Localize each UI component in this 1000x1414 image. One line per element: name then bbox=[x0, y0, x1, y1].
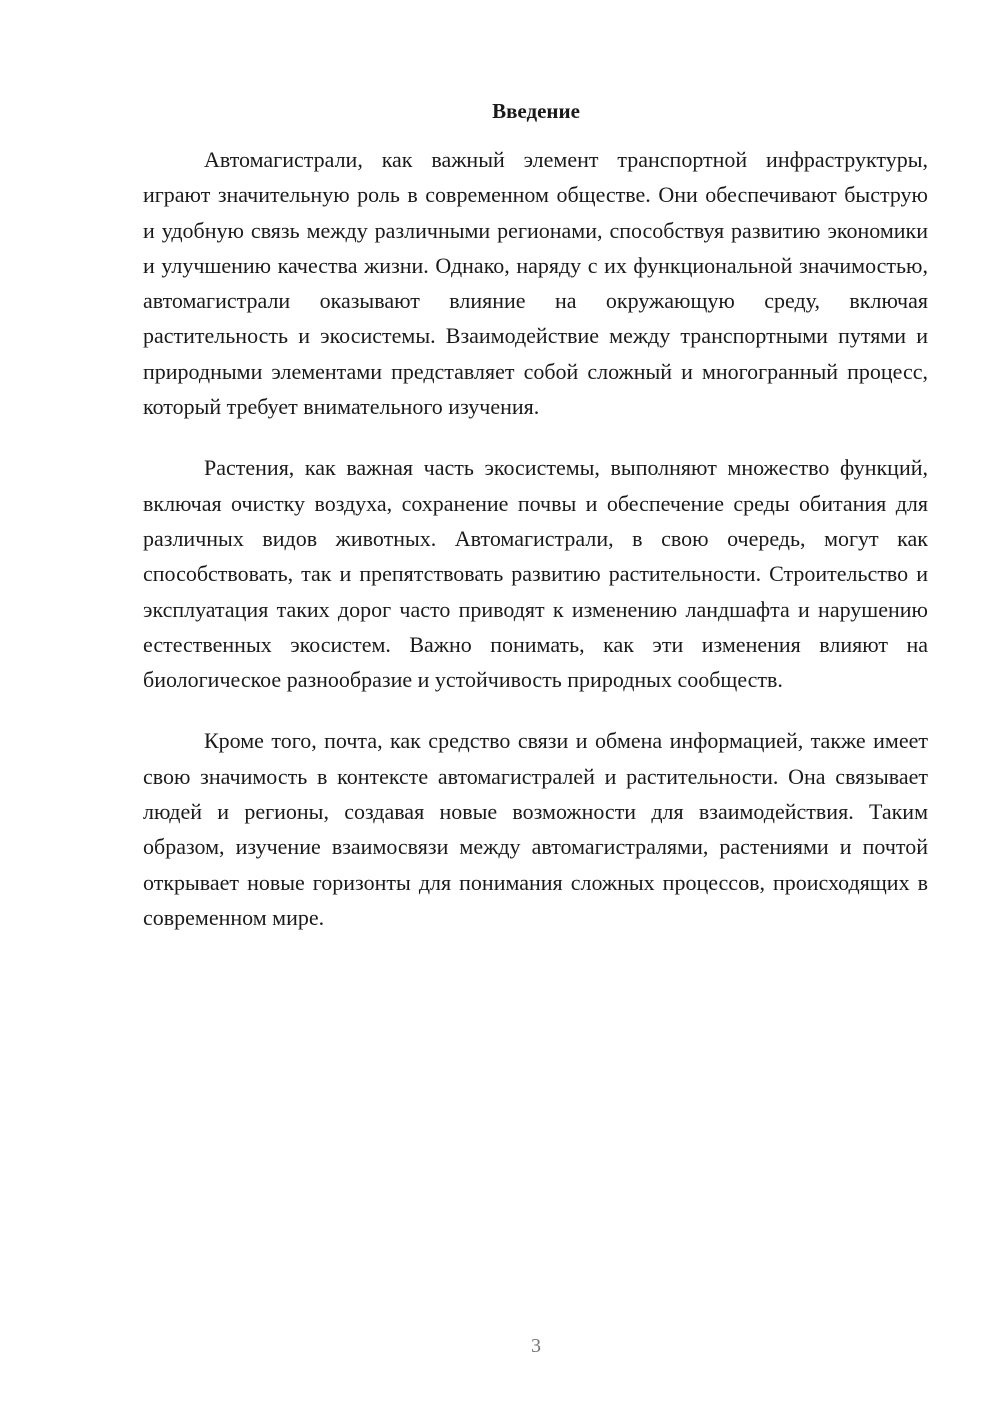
paragraph-2: Растения, как важная часть экосистемы, выполняют множество функций, включая очистку воздуха, сохранение почвы и обеспечение среды обитания для различных видов животных. Автомагистрали, в свою очередь, могут как способствовать, так и препятствовать развитию растительности. Строительство и эксплуатация таких дорог часто приводят к изменению ландшафта и нарушению естественных экосистем. Важно понимать, как эти изменения влияют на биологическое разнообразие и устойчивость природных сообществ. bbox=[143, 455, 928, 693]
body-text bbox=[143, 142, 928, 961]
paragraph-3: Кроме того, почта, как средство связи и обмена информацией, также имеет свою значимость в контексте автомагистралей и растительности. Она связывает людей и регионы, создавая новые возможности для взаимодействия. Таким образом, изучение взаимосвязи между автомагистралями, растениями и почтой открывает новые горизонты для понимания сложных процессов, происходящих в современном мире. bbox=[143, 728, 928, 930]
section-title: Введение bbox=[492, 99, 580, 123]
page-number: 3 bbox=[531, 1335, 541, 1357]
paragraph-1: Автомагистрали, как важный элемент транспортной инфраструктуры, играют значительную роль в современном обществе. Они обеспечивают быструю и удобную связь между различными регионами, способствуя развитию экономики и улучшению качества жизни. Однако, наряду с их функциональной значимостью, автомагистрали оказывают влияние на окружающую среду, включая растительность и экосистемы. Взаимодействие между транспортными путями и природными элементами представляет собой сложный и многогранный процесс, который требует внимательного изучения. bbox=[143, 147, 928, 420]
